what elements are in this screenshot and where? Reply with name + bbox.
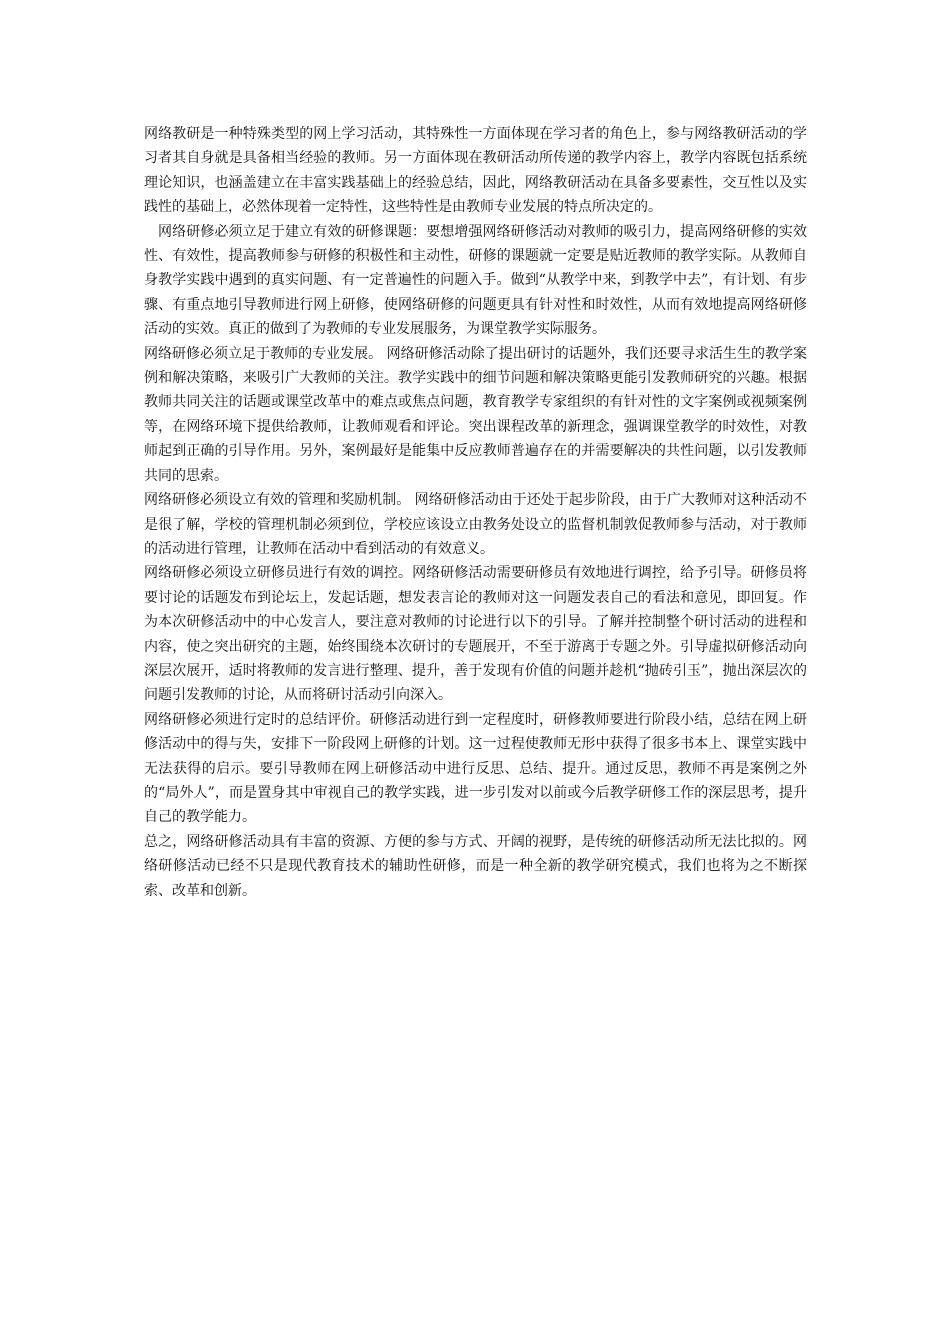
paragraph-moderator-control: 网络研修必须设立研修员进行有效的调控。网络研修活动需要研修员有效地进行调控，给予引导。研修员将要讨论的话题发布到论坛上，发起话题，想发表言论的教师对这一问题发表自己的看法和意见，即回复。作为本次研修活动中的中心发言人，要注意对教师的讨论进行以下的引导。了解并控制整个研讨活动的进程和内容，使之突出研究的主题，始终围绕本次研讨的专题展开，不至于游离于专题之外。引导虚拟研修活动向深层次展开，适时将教师的发言进行整理、提升，善于发现有价值的问题并趁机“抛砖引玉”，抛出深层次的问题引发教师的讨论，从而将研讨活动引向深入。 [144,565,807,704]
paragraph-summary-evaluation: 网络研修必须进行定时的总结评价。研修活动进行到一定程度时，研修教师要进行阶段小结，总结在网上研修活动中的得与失，安排下一阶段网上研修的计划。这一过程使教师无形中获得了很多书本上、课堂实践中无法获得的启示。要引导教师在网上研修活动中进行反思、总结、提升。通过反思，教师不再是案例之外的“局外人”，而是置身其中审视自己的教学实践，进一步引发对以前或今后教学研修工作的深层思考，提升自己的教学能力。 [144,711,807,826]
document-body [144,122,807,903]
paragraph-intro: 网络教研是一种特殊类型的网上学习活动，其特殊性一方面体现在学习者的角色上，参与网络教研活动的学习者其自身就是具备相当经验的教师。另一方面体现在教研活动所传递的教学内容上，教学内容既包括系统理论知识，也涵盖建立在丰富实践基础上的经验总结，因此，网络教研活动在具备多要素性，交互性以及实践性的基础上，必然体现着一定特性，这些特性是由教师专业发展的特点所决定的。 [144,126,807,216]
paragraph-professional-development: 网络研修必须立足于教师的专业发展。 网络研修活动除了提出研讨的话题外，我们还要寻求活生生的教学案例和解决策略，来吸引广大教师的关注。教学实践中的细节问题和解决策略更能引发教师研究的兴趣。根据教师共同关注的话题或课堂改革中的难点或焦点问题，教育教学专家组织的有针对性的文字案例或视频案例等，在网络环境下提供给教师，让教师观看和评论。突出课程改革的新理念，强调课堂教学的时效性，对教师起到正确的引导作用。另外，案例最好是能集中反应教师普遍存在的并需要解决的共性问题，以引发教师共同的思索。 [144,345,807,484]
paragraph-management-mechanism: 网络研修必须设立有效的管理和奖励机制。 网络研修活动由于还处于起步阶段，由于广大教师对这种活动不是很了解，学校的管理机制必须到位，学校应该设立由教务处设立的监督机制敦促教师参与活动，对于教师的活动进行管理，让教师在活动中看到活动的有效意义。 [144,492,807,557]
paragraph-research-topics: 网络研修必须立足于建立有效的研修课题：要想增强网络研修活动对教师的吸引力，提高网络研修的实效性、有效性，提高教师参与研修的积极性和主动性，研修的课题就一定要是贴近教师的教学实际。从教师自身教学实践中遇到的真实问题、有一定普遍性的问题入手。做到“从教学中来，到教学中去”，有计划、有步骤、有重点地引导教师进行网上研修，使网络研修的问题更具有针对性和时效性，从而有效地提高网络研修活动的实效。真正的做到了为教师的专业发展服务，为课堂教学实际服务。 [144,223,807,338]
paragraph-conclusion: 总之，网络研修活动具有丰富的资源、方便的参与方式、开阔的视野，是传统的研修活动所无法比拟的。网络研修活动已经不只是现代教育技术的辅助性研修，而是一种全新的教学研究模式，我们也将为之不断探索、改革和创新。 [144,833,807,899]
